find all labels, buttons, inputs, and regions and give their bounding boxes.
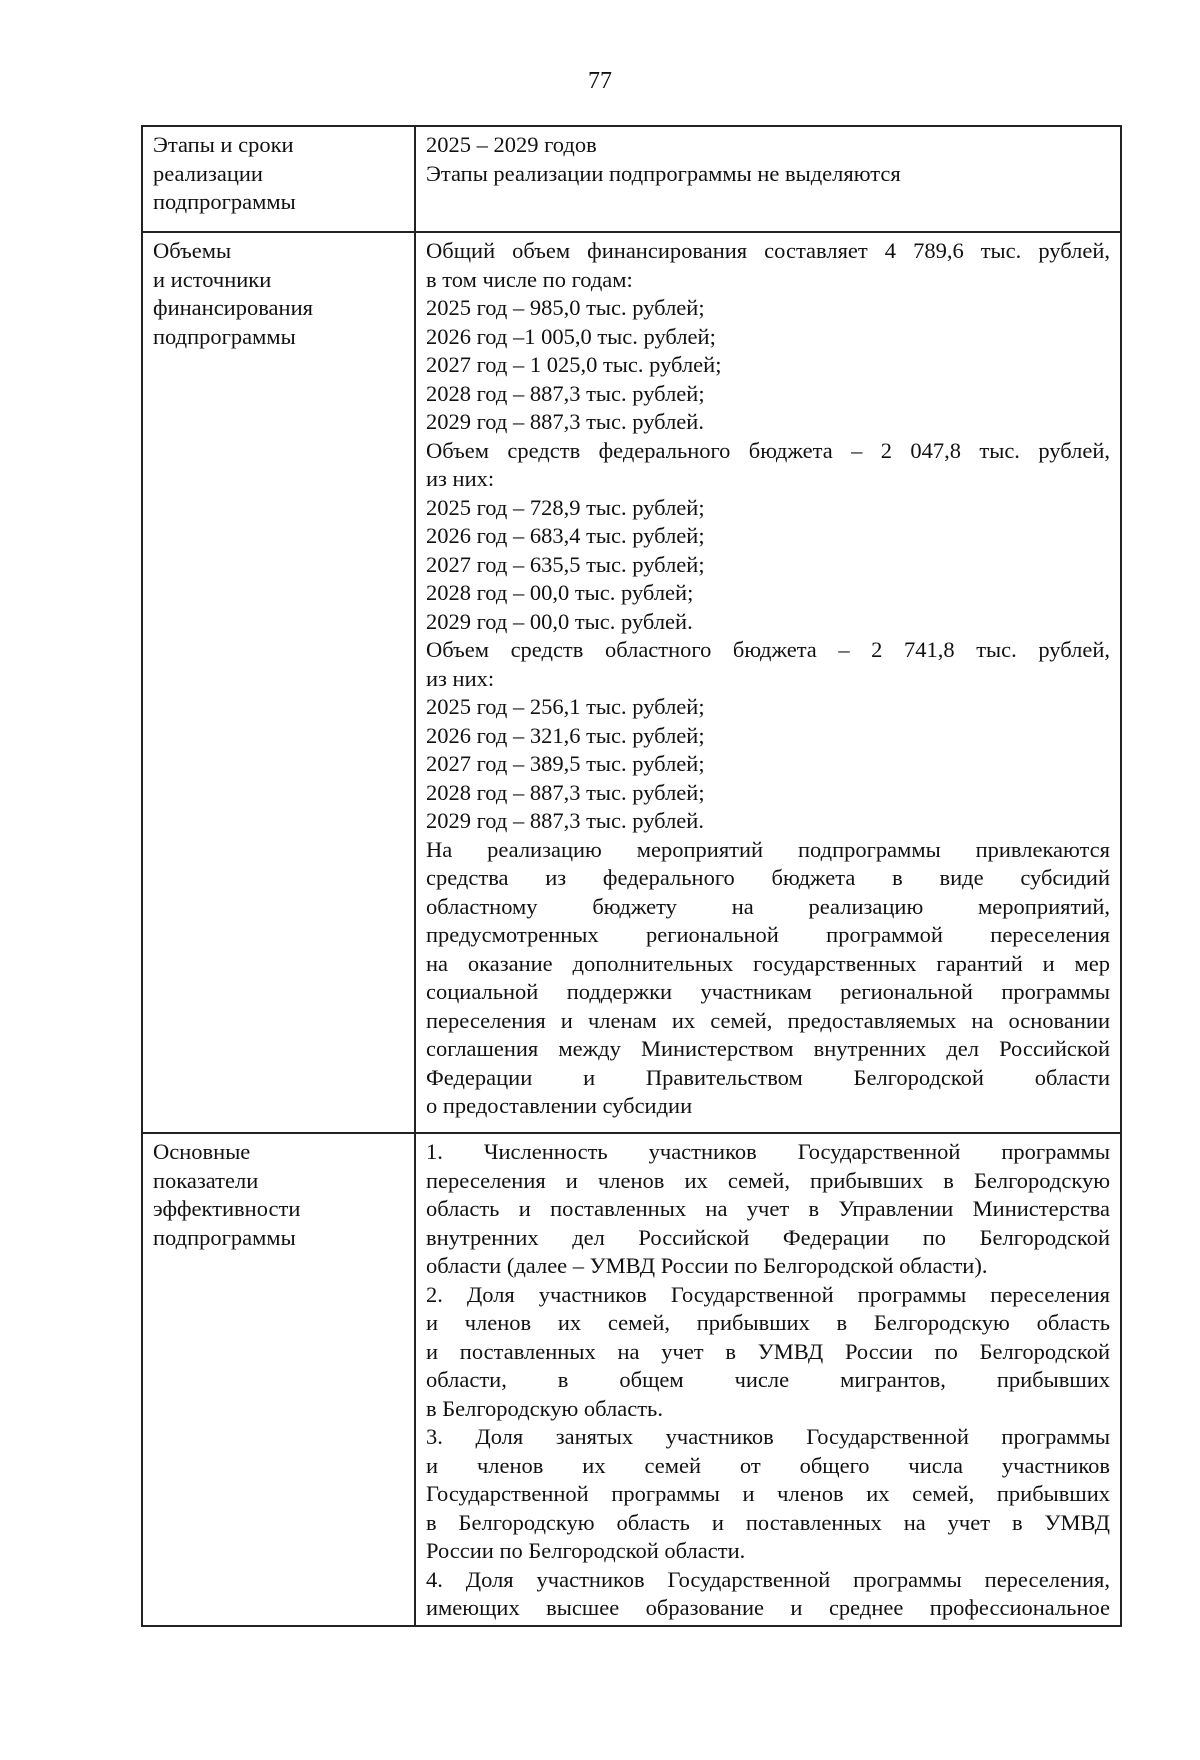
value-line: переселения и членам их семей, предоставляемых на основании <box>426 1007 1110 1033</box>
row-label-line: и источники <box>153 266 272 292</box>
value-line: в Белгородскую область и поставленных на учет в УМВД <box>426 1509 1110 1535</box>
row-value-cell <box>415 126 1121 232</box>
value-line: 2025 – 2029 годов <box>426 132 597 157</box>
value-line: 2026 год – 321,6 тыс. рублей; <box>426 722 705 748</box>
value-line: Федерации и Правительством Белгородской области <box>426 1064 1110 1090</box>
value-line: области (далее – УМВД России по Белгородской области). <box>426 1253 988 1278</box>
row-label-line: Основные <box>153 1139 251 1164</box>
table-row-stages <box>142 126 1121 232</box>
row-label-cell <box>142 126 415 232</box>
row-value-cell <box>415 1133 1121 1626</box>
value-line: 2025 год – 728,9 тыс. рублей; <box>426 494 705 520</box>
value-line: 2029 год – 887,3 тыс. рублей. <box>426 808 704 833</box>
value-line: Объем средств федерального бюджета – 2 047,8 тыс. рублей, <box>426 437 1110 463</box>
value-line: и поставленных на учет в УМВД России по Белгородской <box>426 1338 1110 1364</box>
row-label-line: подпрограммы <box>153 323 296 349</box>
value-line: областному бюджету на реализацию мероприятий, <box>426 893 1110 919</box>
row-value-cell <box>415 232 1121 1133</box>
value-line: средства из федерального бюджета в виде субсидий <box>426 865 1110 890</box>
value-line: 2026 год –1 005,0 тыс. рублей; <box>426 323 716 349</box>
value-line: 2025 год – 985,0 тыс. рублей; <box>426 295 705 320</box>
value-line: области, в общем числе мигрантов, прибывших <box>426 1367 1110 1392</box>
value-line: и членов их семей от общего числа участников <box>426 1452 1110 1478</box>
value-line: 2025 год – 256,1 тыс. рублей; <box>426 694 705 719</box>
value-line: в Белгородскую область. <box>426 1395 663 1421</box>
value-line: область и поставленных на учет в Управлении Министерства <box>426 1196 1110 1221</box>
value-line: переселения и членов их семей, прибывших в Белгородскую <box>426 1167 1110 1193</box>
value-line: 2028 год – 00,0 тыс. рублей; <box>426 580 694 605</box>
value-line: 2026 год – 683,4 тыс. рублей; <box>426 523 705 548</box>
row-label-line: Этапы и сроки <box>153 132 294 157</box>
value-line: Государственной программы и членов их семей, прибывших <box>426 1481 1110 1506</box>
row-label-line: показатели <box>153 1167 259 1193</box>
value-line: Общий объем финансирования составляет 4 789,6 тыс. рублей, <box>426 238 1110 263</box>
value-line: из них: <box>426 466 495 491</box>
value-line: в том числе по годам: <box>426 266 633 292</box>
value-line: 2028 год – 887,3 тыс. рублей; <box>426 380 705 406</box>
value-line: 3. Доля занятых участников Государственной программы <box>426 1424 1110 1449</box>
value-line: о предоставлении субсидии <box>426 1093 693 1118</box>
value-line: имеющих высшее образование и среднее профессиональное <box>426 1595 1110 1620</box>
value-line: 1. Численность участников Государственной программы <box>426 1139 1110 1164</box>
table-row-indicators <box>142 1133 1121 1626</box>
value-line: России по Белгородской области. <box>426 1538 746 1563</box>
value-line: 2027 год – 1 025,0 тыс. рублей; <box>426 352 722 377</box>
value-line: 2. Доля участников Государственной программы переселения <box>426 1281 1110 1307</box>
passport-table <box>141 125 1122 1627</box>
value-line: Объем средств областного бюджета – 2 741,8 тыс. рублей, <box>426 637 1110 662</box>
row-label-cell <box>142 232 415 1133</box>
value-line: 2027 год – 635,5 тыс. рублей; <box>426 551 705 577</box>
row-label-line: финансирования <box>153 295 313 320</box>
value-line: на оказание дополнительных государственных гарантий и мер <box>426 950 1110 976</box>
row-label-line: подпрограммы <box>153 1224 296 1250</box>
page-number: 77 <box>588 68 612 94</box>
row-label-line: реализации <box>153 160 263 186</box>
table-row-funding <box>142 232 1121 1133</box>
value-line: 2029 год – 887,3 тыс. рублей. <box>426 409 704 434</box>
value-line: и членов их семей, прибывших в Белгородскую область <box>426 1310 1110 1335</box>
value-line: предусмотренных региональной программой переселения <box>426 922 1110 947</box>
value-line: 2029 год – 00,0 тыс. рублей. <box>426 608 693 634</box>
value-line: внутренних дел Российской Федерации по Белгородской <box>426 1224 1110 1250</box>
value-line: из них: <box>426 665 495 691</box>
row-label-line: Объемы <box>153 238 232 263</box>
value-line: 4. Доля участников Государственной программы переселения, <box>426 1566 1110 1592</box>
value-line: соглашения между Министерством внутренних дел Российской <box>426 1036 1110 1061</box>
value-line: На реализацию мероприятий подпрограммы привлекаются <box>426 836 1110 862</box>
value-line: Этапы реализации подпрограммы не выделяются <box>426 160 901 186</box>
value-line: 2027 год – 389,5 тыс. рублей; <box>426 751 705 776</box>
value-line: социальной поддержки участникам региональной программы <box>426 979 1110 1004</box>
value-line: 2028 год – 887,3 тыс. рублей; <box>426 779 705 805</box>
row-label-line: подпрограммы <box>153 189 296 214</box>
row-label-cell <box>142 1133 415 1626</box>
row-label-line: эффективности <box>153 1196 301 1221</box>
